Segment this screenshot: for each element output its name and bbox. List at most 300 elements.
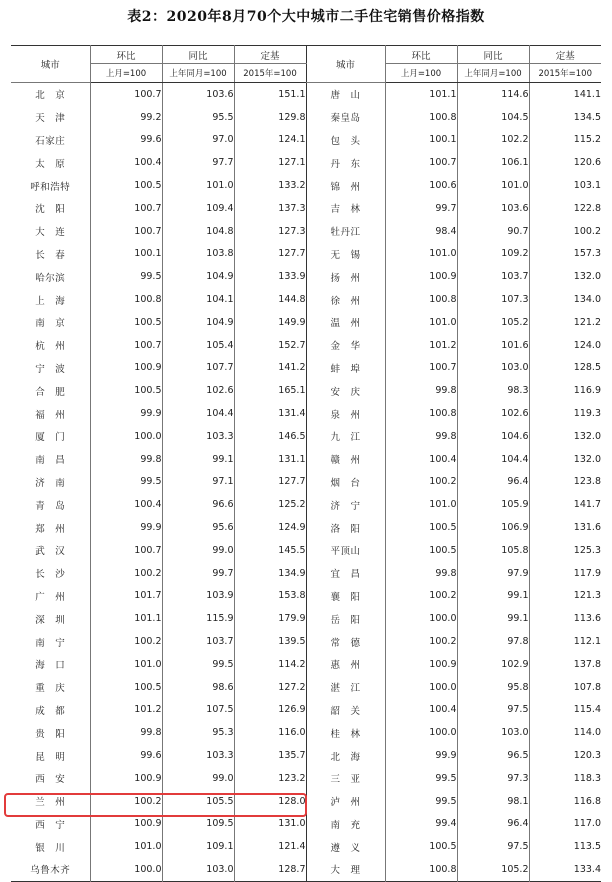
yoy-cell: 107.3 [457,288,529,311]
header-yoy-base-left: 上年同月=100 [162,64,234,83]
city-cell: 大 理 [306,858,385,881]
yoy-cell: 101.0 [162,174,234,197]
base-cell: 131.1 [234,448,306,471]
yoy-cell: 102.6 [457,402,529,425]
table-row [11,585,601,608]
yoy-cell: 104.8 [162,220,234,243]
yoy-cell: 103.0 [457,721,529,744]
table-row [11,539,601,562]
mom-cell: 101.0 [385,493,457,516]
base-cell: 131.0 [234,813,306,836]
base-cell: 127.3 [234,220,306,243]
city-cell: 贵 阳 [35,728,66,740]
mom-cell: 100.9 [90,813,162,836]
yoy-cell: 104.4 [162,402,234,425]
base-cell: 115.4 [529,699,601,722]
city-cell: 南 昌 [35,455,66,467]
city-cell: 银 川 [35,842,66,854]
city-cell: 遵 义 [306,835,385,858]
table-row [11,699,601,722]
mom-cell: 100.6 [385,174,457,197]
city-cell: 安 庆 [306,379,385,402]
base-cell: 115.2 [529,129,601,152]
table-row [11,835,601,858]
base-cell: 128.5 [529,357,601,380]
yoy-cell: 114.6 [457,83,529,106]
base-cell: 124.0 [529,334,601,357]
table-row [11,516,601,539]
mom-cell: 101.7 [90,585,162,608]
base-cell: 152.7 [234,334,306,357]
mom-cell: 99.6 [90,744,162,767]
yoy-cell: 96.4 [457,471,529,494]
base-cell: 125.2 [234,493,306,516]
city-cell: 石家庄 [35,135,66,147]
city-cell: 锦 州 [306,174,385,197]
mom-cell: 100.7 [90,334,162,357]
base-cell: 141.2 [234,357,306,380]
base-cell: 132.0 [529,265,601,288]
mom-cell: 100.7 [385,151,457,174]
table-row [11,174,601,197]
mom-cell: 101.0 [385,311,457,334]
city-cell: 厦 门 [35,432,66,444]
yoy-cell: 95.6 [162,516,234,539]
header-yoy-base-right: 上年同月=100 [457,64,529,83]
city-cell: 北 海 [306,744,385,767]
base-cell: 116.0 [234,721,306,744]
city-cell: 乌鲁木齐 [30,865,71,877]
yoy-cell: 97.8 [457,630,529,653]
base-cell: 125.3 [529,539,601,562]
yoy-cell: 96.6 [162,493,234,516]
base-cell: 132.0 [529,425,601,448]
header-yoy-left: 同比 [162,46,234,64]
city-cell: 无 锡 [306,243,385,266]
city-cell: 哈尔滨 [35,272,66,284]
city-cell: 天 津 [35,113,66,125]
mom-cell: 100.5 [90,174,162,197]
city-cell: 武 汉 [35,546,66,558]
base-cell: 128.0 [234,790,306,813]
table-row [11,197,601,220]
mom-cell: 100.2 [385,630,457,653]
city-cell: 平顶山 [306,539,385,562]
city-cell: 丹 东 [306,151,385,174]
city-cell: 大 连 [35,227,66,239]
city-cell: 包 头 [306,129,385,152]
base-cell: 124.9 [234,516,306,539]
city-cell: 太 原 [35,158,66,170]
base-cell: 133.2 [234,174,306,197]
yoy-cell: 103.8 [162,243,234,266]
yoy-cell: 98.1 [457,790,529,813]
city-cell: 呼和浩特 [30,181,71,193]
mom-cell: 100.5 [90,379,162,402]
mom-cell: 100.8 [385,106,457,129]
base-cell: 100.2 [529,220,601,243]
city-cell: 扬 州 [306,265,385,288]
mom-cell: 100.5 [90,676,162,699]
yoy-cell: 105.4 [162,334,234,357]
base-cell: 122.8 [529,197,601,220]
table-row [11,311,601,334]
base-cell: 121.4 [234,835,306,858]
yoy-cell: 115.9 [162,607,234,630]
table-row [11,744,601,767]
yoy-cell: 109.2 [457,243,529,266]
city-cell: 福 州 [35,409,66,421]
mom-cell: 100.0 [90,858,162,881]
yoy-cell: 97.7 [162,151,234,174]
header-base-left: 定基 [234,46,306,64]
base-cell: 132.0 [529,448,601,471]
city-cell: 湛 江 [306,676,385,699]
header-mom-right: 环比 [385,46,457,64]
city-cell: 秦皇岛 [306,106,385,129]
yoy-cell: 102.6 [162,379,234,402]
city-cell: 三 亚 [306,767,385,790]
yoy-cell: 99.1 [457,607,529,630]
mom-cell: 100.4 [385,699,457,722]
mom-cell: 100.7 [90,220,162,243]
yoy-cell: 107.5 [162,699,234,722]
base-cell: 137.8 [529,653,601,676]
mom-cell: 99.9 [90,402,162,425]
mom-cell: 100.9 [385,265,457,288]
table-row [11,493,601,516]
base-cell: 141.1 [529,83,601,106]
header-city-left: 城市 [11,46,90,83]
yoy-cell: 103.3 [162,744,234,767]
yoy-cell: 97.5 [457,699,529,722]
table-body [11,83,601,882]
city-cell: 西 安 [35,774,66,786]
city-cell: 惠 州 [306,653,385,676]
mom-cell: 100.4 [385,448,457,471]
mom-cell: 100.0 [385,607,457,630]
base-cell: 123.8 [529,471,601,494]
city-cell: 烟 台 [306,471,385,494]
base-cell: 145.5 [234,539,306,562]
base-cell: 113.5 [529,835,601,858]
base-cell: 117.0 [529,813,601,836]
city-cell: 长 沙 [35,569,66,581]
city-cell: 合 肥 [35,386,66,398]
mom-cell: 100.9 [90,357,162,380]
mom-cell: 100.5 [385,539,457,562]
city-cell: 南 充 [306,813,385,836]
mom-cell: 99.8 [90,448,162,471]
base-cell: 124.1 [234,129,306,152]
city-cell: 成 都 [35,705,66,717]
mom-cell: 99.5 [90,471,162,494]
yoy-cell: 97.5 [457,835,529,858]
mom-cell: 99.5 [385,790,457,813]
yoy-cell: 103.6 [457,197,529,220]
base-cell: 133.9 [234,265,306,288]
city-cell: 深 圳 [35,614,66,626]
city-cell: 温 州 [306,311,385,334]
yoy-cell: 95.8 [457,676,529,699]
city-cell: 徐 州 [306,288,385,311]
yoy-cell: 103.3 [162,425,234,448]
table-row [11,402,601,425]
yoy-cell: 95.5 [162,106,234,129]
table-row [11,858,601,881]
mom-cell: 100.1 [385,129,457,152]
base-cell: 134.5 [529,106,601,129]
base-cell: 121.2 [529,311,601,334]
base-cell: 139.5 [234,630,306,653]
mom-cell: 100.0 [90,425,162,448]
city-cell: 兰 州 [35,797,66,809]
mom-cell: 99.6 [90,129,162,152]
base-cell: 131.4 [234,402,306,425]
base-cell: 121.3 [529,585,601,608]
city-cell: 九 江 [306,425,385,448]
yoy-cell: 105.2 [457,858,529,881]
yoy-cell: 109.5 [162,813,234,836]
city-cell: 济 南 [35,477,66,489]
table-row [11,357,601,380]
base-cell: 103.1 [529,174,601,197]
yoy-cell: 106.9 [457,516,529,539]
mom-cell: 101.2 [385,334,457,357]
city-cell: 岳 阳 [306,607,385,630]
mom-cell: 99.8 [90,721,162,744]
base-cell: 141.7 [529,493,601,516]
header-base-right: 定基 [529,46,601,64]
base-cell: 129.8 [234,106,306,129]
mom-cell: 100.8 [385,402,457,425]
yoy-cell: 109.1 [162,835,234,858]
mom-cell: 99.9 [90,516,162,539]
city-cell: 杭 州 [35,341,66,353]
city-cell: 海 口 [35,660,66,672]
base-cell: 179.9 [234,607,306,630]
base-cell: 144.8 [234,288,306,311]
city-cell: 南 京 [35,318,66,330]
mom-cell: 99.5 [90,265,162,288]
base-cell: 117.9 [529,562,601,585]
yoy-cell: 103.6 [162,83,234,106]
yoy-cell: 105.8 [457,539,529,562]
header-mom-base-right: 上月=100 [385,64,457,83]
city-cell: 牡丹江 [306,220,385,243]
base-cell: 126.9 [234,699,306,722]
city-cell: 昆 明 [35,751,66,763]
base-cell: 128.7 [234,858,306,881]
base-cell: 165.1 [234,379,306,402]
city-cell: 襄 阳 [306,585,385,608]
yoy-cell: 103.0 [457,357,529,380]
yoy-cell: 95.3 [162,721,234,744]
base-cell: 114.2 [234,653,306,676]
yoy-cell: 105.5 [162,790,234,813]
highlight-box-xining [4,793,307,817]
mom-cell: 99.9 [385,744,457,767]
mom-cell: 100.0 [385,676,457,699]
mom-cell: 98.4 [385,220,457,243]
city-cell: 金 华 [306,334,385,357]
city-cell: 泸 州 [306,790,385,813]
mom-cell: 100.2 [90,562,162,585]
table-row [11,379,601,402]
price-index-table [11,45,601,882]
city-cell: 洛 阳 [306,516,385,539]
city-cell: 郑 州 [35,523,66,535]
city-cell: 西 宁 [35,819,66,831]
mom-cell: 100.8 [385,858,457,881]
city-cell: 宜 昌 [306,562,385,585]
yoy-cell: 104.1 [162,288,234,311]
base-cell: 151.1 [234,83,306,106]
mom-cell: 99.7 [385,197,457,220]
yoy-cell: 104.5 [457,106,529,129]
header-mom-left: 环比 [90,46,162,64]
mom-cell: 100.8 [385,288,457,311]
base-cell: 134.0 [529,288,601,311]
table-row [11,334,601,357]
mom-cell: 100.2 [90,790,162,813]
table-title: 表2：2020年8月70个大中城市二手住宅销售价格指数 [127,9,485,25]
yoy-cell: 105.9 [457,493,529,516]
mom-cell: 100.5 [385,516,457,539]
mom-cell: 100.2 [90,630,162,653]
table-row [11,630,601,653]
base-cell: 116.9 [529,379,601,402]
city-cell: 唐 山 [306,83,385,106]
table-row [11,721,601,744]
yoy-cell: 109.4 [162,197,234,220]
base-cell: 107.8 [529,676,601,699]
yoy-cell: 98.3 [457,379,529,402]
base-cell: 120.6 [529,151,601,174]
base-cell: 113.6 [529,607,601,630]
base-cell: 133.4 [529,858,601,881]
city-cell: 上 海 [35,295,66,307]
city-cell: 常 德 [306,630,385,653]
mom-cell: 100.7 [90,83,162,106]
table-row [11,243,601,266]
table-row [11,220,601,243]
yoy-cell: 97.1 [162,471,234,494]
city-cell: 吉 林 [306,197,385,220]
base-cell: 112.1 [529,630,601,653]
base-cell: 134.9 [234,562,306,585]
base-cell: 146.5 [234,425,306,448]
header-mom-base-left: 上月=100 [90,64,162,83]
city-cell: 广 州 [35,591,66,603]
yoy-cell: 102.9 [457,653,529,676]
city-cell: 赣 州 [306,448,385,471]
yoy-cell: 99.0 [162,767,234,790]
yoy-cell: 99.5 [162,653,234,676]
yoy-cell: 103.7 [457,265,529,288]
mom-cell: 100.4 [90,151,162,174]
table-row [11,767,601,790]
base-cell: 131.6 [529,516,601,539]
table-row [11,471,601,494]
city-cell: 宁 波 [35,363,66,375]
header-city-right: 城市 [306,46,385,83]
table-row [11,607,601,630]
yoy-cell: 97.0 [162,129,234,152]
city-cell: 重 庆 [35,683,66,695]
yoy-cell: 104.9 [162,265,234,288]
table-row [11,151,601,174]
city-cell: 南 宁 [35,637,66,649]
mom-cell: 99.8 [385,425,457,448]
table-row [11,83,601,106]
table-row [11,676,601,699]
base-cell: 127.1 [234,151,306,174]
base-cell: 149.9 [234,311,306,334]
city-cell: 长 春 [35,249,66,261]
mom-cell: 101.1 [385,83,457,106]
base-cell: 153.8 [234,585,306,608]
mom-cell: 99.8 [385,562,457,585]
yoy-cell: 104.6 [457,425,529,448]
yoy-cell: 99.1 [162,448,234,471]
base-cell: 127.7 [234,471,306,494]
mom-cell: 101.2 [90,699,162,722]
yoy-cell: 96.4 [457,813,529,836]
base-cell: 127.2 [234,676,306,699]
yoy-cell: 105.2 [457,311,529,334]
yoy-cell: 103.9 [162,585,234,608]
base-cell: 123.2 [234,767,306,790]
mom-cell: 100.9 [385,653,457,676]
city-cell: 韶 关 [306,699,385,722]
base-cell: 135.7 [234,744,306,767]
city-cell: 桂 林 [306,721,385,744]
mom-cell: 99.8 [385,379,457,402]
header-base-base-right: 2015年=100 [529,64,601,83]
city-cell: 青 岛 [35,500,66,512]
mom-cell: 100.7 [90,197,162,220]
base-cell: 118.3 [529,767,601,790]
base-cell: 119.3 [529,402,601,425]
table-row [11,562,601,585]
mom-cell: 99.2 [90,106,162,129]
base-cell: 120.3 [529,744,601,767]
mom-cell: 101.1 [90,607,162,630]
city-cell: 泉 州 [306,402,385,425]
yoy-cell: 103.7 [162,630,234,653]
table-row [11,653,601,676]
city-cell: 蚌 埠 [306,357,385,380]
mom-cell: 100.1 [90,243,162,266]
base-cell: 137.3 [234,197,306,220]
yoy-cell: 101.0 [457,174,529,197]
base-cell: 157.3 [529,243,601,266]
yoy-cell: 97.3 [457,767,529,790]
mom-cell: 101.0 [90,653,162,676]
mom-cell: 99.5 [385,767,457,790]
yoy-cell: 96.5 [457,744,529,767]
yoy-cell: 104.4 [457,448,529,471]
mom-cell: 100.7 [385,357,457,380]
yoy-cell: 101.6 [457,334,529,357]
yoy-cell: 99.7 [162,562,234,585]
yoy-cell: 107.7 [162,357,234,380]
mom-cell: 101.0 [90,835,162,858]
mom-cell: 100.2 [385,585,457,608]
table-row [11,288,601,311]
mom-cell: 100.9 [90,767,162,790]
